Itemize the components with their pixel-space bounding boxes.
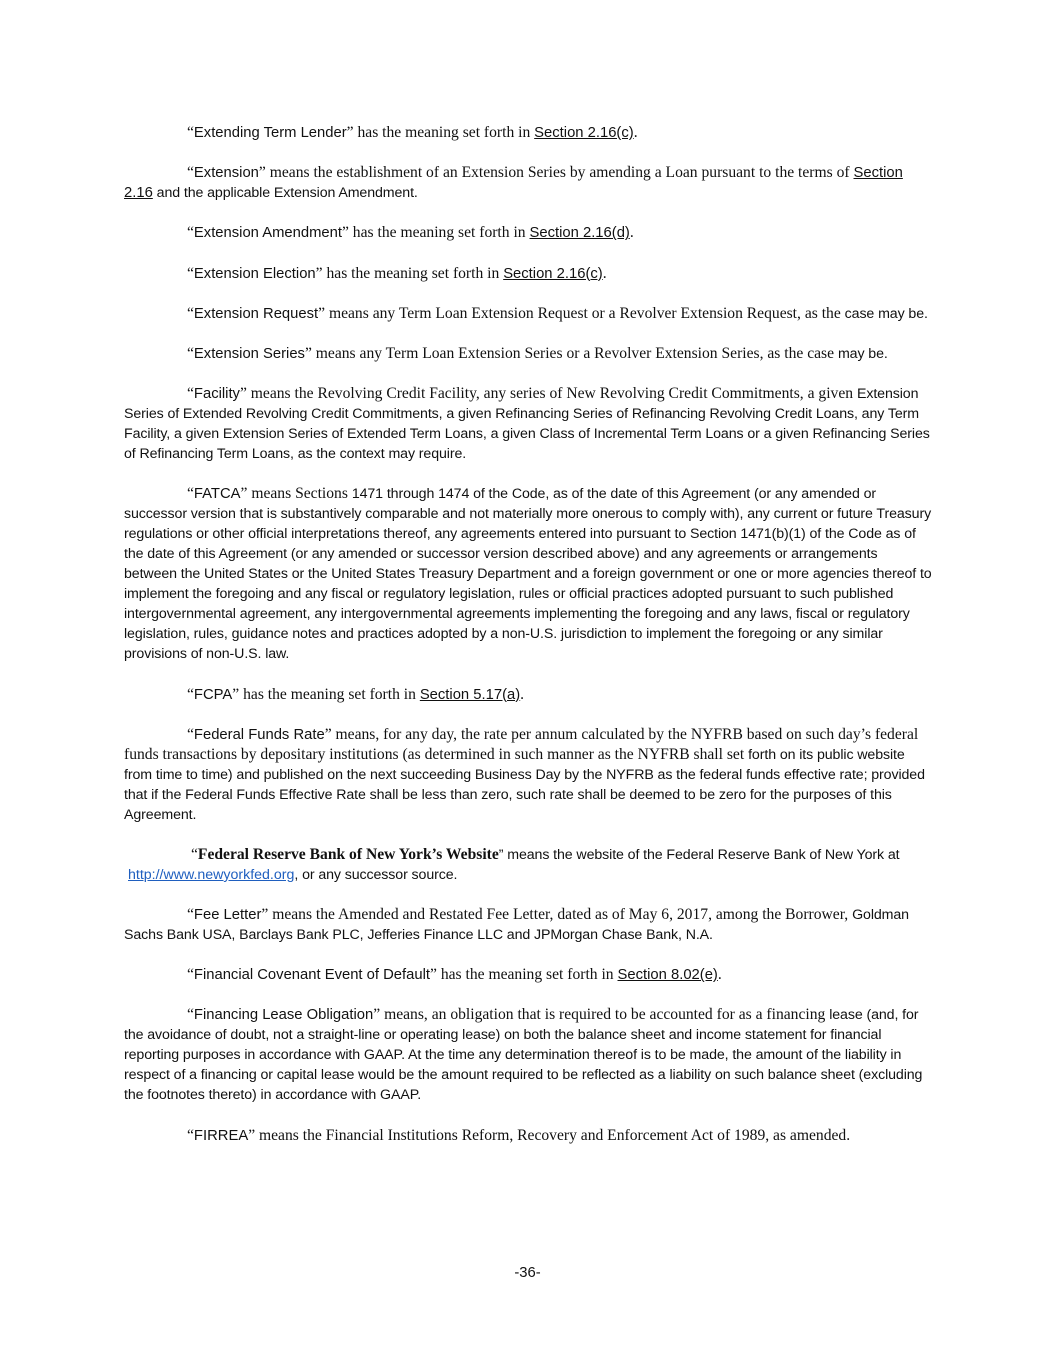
defined-term: Extension Series xyxy=(193,345,305,362)
newyorkfed-link[interactable]: http://www.newyorkfed.org xyxy=(128,866,295,883)
definition-facility: “Facility” means the Revolving Credit Facility, any series of New Revolving Credit Commitments, a given Extension Series of Extended Revolving Credit Commitments, a given Refinancing Series of Refinancing Revolving Credit Loans, any Term Facility, a given Extension Series of Extended Term Loans, a given Class of Incremental Term Loans or a given Refinancing Series of Refinancing Term Loans, as the context may require. xyxy=(124,385,930,463)
section-reference: Section 5.17(a) xyxy=(419,686,521,703)
section-reference: Section 2.16(c) xyxy=(503,265,603,282)
defined-term: Federal Reserve Bank of New York’s Website xyxy=(197,845,499,863)
definition-extension-election: “Extension Election” has the meaning set forth in Section 2.16(c). xyxy=(187,264,607,282)
defined-term: FCPA xyxy=(193,686,233,703)
definition-extension-series: “Extension Series” means any Term Loan Extension Series or a Revolver Extension Series, as the case may be. xyxy=(187,344,888,362)
section-reference: Section 2.16(c) xyxy=(534,125,634,141)
definition-fcpa: “FCPA” has the meaning set forth in Section 5.17(a). xyxy=(187,685,525,703)
defined-term: Financing Lease Obligation xyxy=(193,1007,374,1024)
defined-term: Extension Amendment xyxy=(193,225,342,242)
defined-term: Financial Covenant Event of Default xyxy=(193,967,430,984)
document-page xyxy=(124,123,932,1166)
defined-term: Facility xyxy=(193,386,240,403)
definition-extension: “Extension” means the establishment of an Extension Series by amending a Loan pursuant to the terms of Section 2.16 and the applicable Extension Amendment. xyxy=(124,164,903,202)
defined-term: Fee Letter xyxy=(193,907,262,924)
section-reference: Section 2.16(d) xyxy=(529,225,630,242)
definition-fee-letter: “Fee Letter” means the Amended and Restated Fee Letter, dated as of May 6, 2017, among the Borrower, Goldman Sachs Bank USA, Barclays Bank PLC, Jefferies Finance LLC and JPMorgan Chase Bank, N.A. xyxy=(124,906,909,944)
section-reference: Section 2.16 xyxy=(124,165,903,202)
definition-extension-request: “Extension Request” means any Term Loan Extension Request or a Revolver Extension Request, as the case may be. xyxy=(187,304,928,322)
section-reference: Section 8.02(e) xyxy=(617,967,718,984)
definition-firrea: “FIRREA” means the Financial Institutions Reform, Recovery and Enforcement Act of 1989, as amended. xyxy=(187,1126,851,1144)
defined-term: Extension Request xyxy=(193,305,319,322)
definition-extension-amendment: “Extension Amendment” has the meaning set forth in Section 2.16(d). xyxy=(187,224,634,242)
definition-fatca: “FATCA” means Sections 1471 through 1474 of the Code, as of the date of this Agreement (or any amended or successor version that is substantively comparable and not materially more onerous to comply with), any current or future Treasury regulations or other official interpretations thereof, any agreements entered into pursuant to Section 1471(b)(1) of the Code as of the date of this Agreement (or any amended or successor version described above) and any agreements or arrangements between the United States or the United States Treasury Department and a foreign government or one or more agencies thereof to implement the foregoing and any fiscal or regulatory legislation, rules or official practices adopted pursuant to such published intergovernmental agreement, any intergovernmental agreements implementing the foregoing and any laws, fiscal or regulatory legislation, rules, guidance notes and practices adopted by a non-U.S. jurisdiction to implement the foregoing or any similar provisions of non-U.S. law. xyxy=(124,485,932,663)
defined-term: FIRREA xyxy=(193,1127,249,1144)
defined-term: Extension Election xyxy=(193,265,316,282)
definition-frb-website: “Federal Reserve Bank of New York’s Website” means the website of the Federal Reserve Bank of New York at http://www.newyorkfed.org, or any successor source. xyxy=(128,845,900,883)
definition-extending-term-lender: “Extending Term Lender” has the meaning set forth in Section 2.16(c). xyxy=(187,124,638,141)
page-number: -36- xyxy=(514,1265,541,1281)
defined-term: Federal Funds Rate xyxy=(193,726,325,743)
definition-financing-lease-obligation: “Financing Lease Obligation” means, an obligation that is required to be accounted for as a financing lease (and, for the avoidance of doubt, not a straight-line or operating lease) on both the balance sheet and income statement for financial reporting purposes in accordance with GAAP. At the time any determination thereof is to be made, the amount of the liability in respect of a financing or capital lease would be the amount required to be reflected as a liability on such balance sheet (excluding the footnotes thereto) in accordance with GAAP. xyxy=(124,1006,923,1104)
definition-financial-covenant-event-of-default: “Financial Covenant Event of Default” has the meaning set forth in Section 8.02(e). xyxy=(187,966,722,984)
defined-term: FATCA xyxy=(193,486,241,503)
definition-federal-funds-rate: “Federal Funds Rate” means, for any day, the rate per annum calculated by the NYFRB based on such day’s federal funds transactions by depositary institutions (as determined in such manner as the NYFRB shall set forth on its public website from time to time) and published on the next succeeding Business Day by the NYFRB as the federal funds effective rate; provided that if the Federal Funds Effective Rate shall be less than zero, such rate shall be deemed to be zero for the purposes of this Agreement. xyxy=(124,725,925,823)
defined-term: Extension xyxy=(193,165,259,182)
defined-term: Extending Term Lender xyxy=(193,125,347,141)
